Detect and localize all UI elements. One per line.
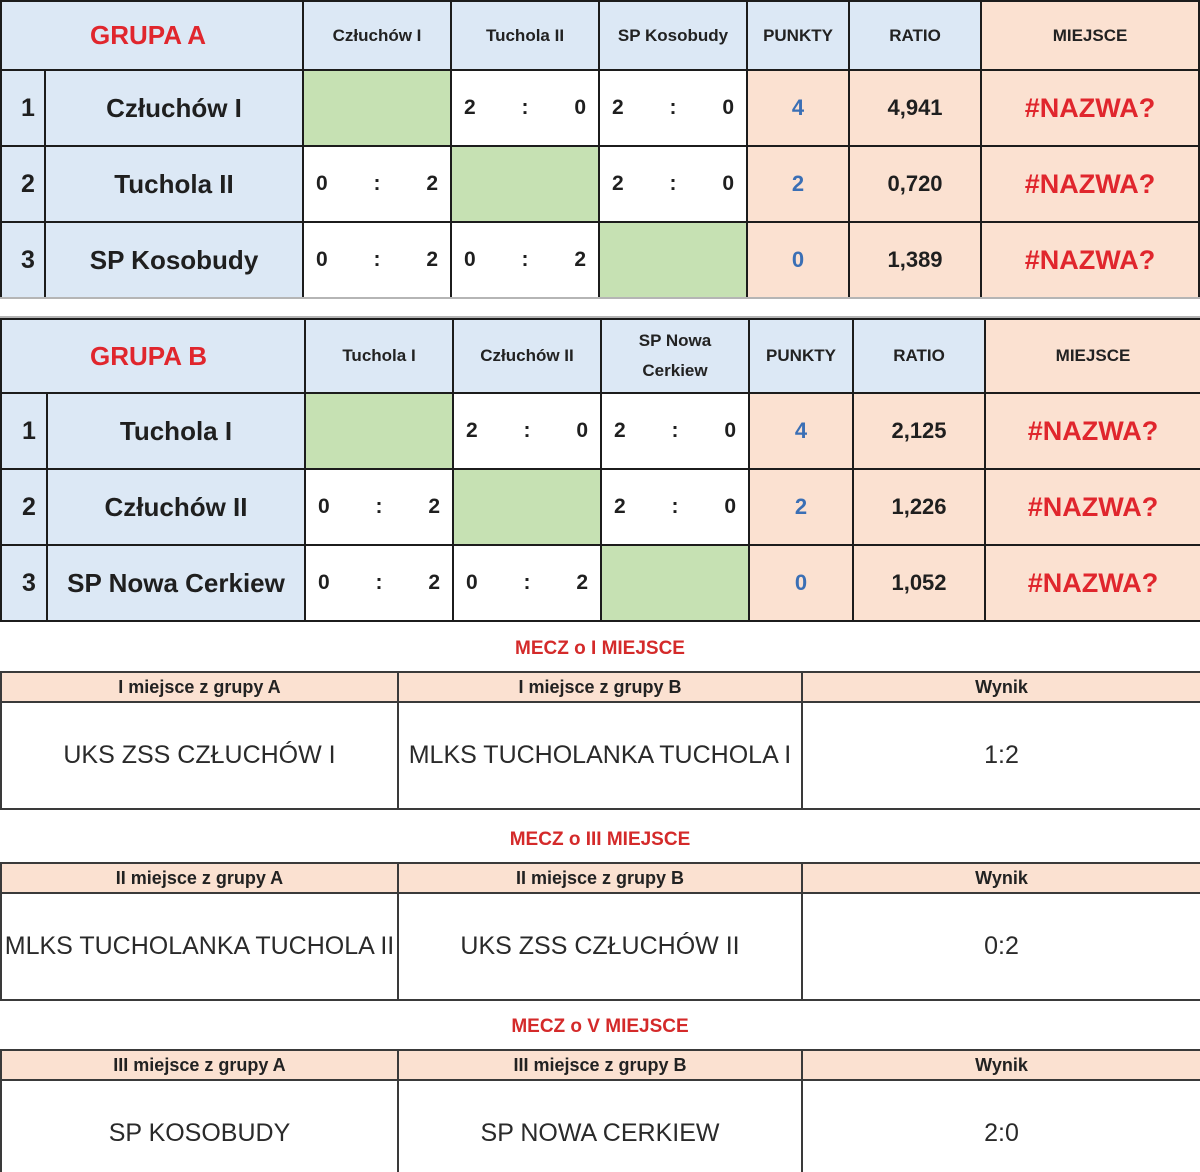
final-col-result: Wynik (802, 1050, 1200, 1080)
score-colon: : (373, 172, 381, 195)
score-away: 0 (574, 96, 587, 119)
final-result-row (1, 893, 1200, 1000)
score-away: 2 (576, 571, 588, 594)
final-title: MECZ o III MIEJSCE (509, 828, 691, 850)
team-name: Tuchola I (47, 393, 305, 469)
group-b-col-3: SP Nowa Cerkiew (601, 319, 749, 393)
score-colon: : (671, 495, 679, 518)
group-a-header-row (1, 1, 1199, 70)
place-value: #NAZWA? (981, 222, 1199, 298)
score-colon: : (373, 248, 381, 271)
score-away: 0 (722, 96, 735, 119)
final-match-3rd-place (0, 817, 1200, 1001)
team-name: Człuchów II (47, 469, 305, 545)
final-result-row (1, 1080, 1200, 1172)
points-value: 2 (747, 146, 849, 222)
score-cell (451, 70, 599, 146)
score-home: 0 (318, 495, 330, 518)
group-a-ratio-header: RATIO (849, 1, 981, 70)
final-team-a: UKS ZSS CZŁUCHÓW I (1, 702, 398, 809)
score-away: 2 (574, 248, 587, 271)
table-row (1, 70, 1199, 146)
score-colon: : (669, 96, 677, 119)
score-home: 2 (464, 96, 476, 119)
points-value: 0 (747, 222, 849, 298)
self-match-cell (303, 70, 451, 146)
group-b-place-header: MIEJSCE (985, 319, 1200, 393)
group-b-col-1: Tuchola I (305, 319, 453, 393)
final-col-b: III miejsce z grupy B (398, 1050, 802, 1080)
self-match-cell (451, 146, 599, 222)
score-home: 0 (316, 172, 328, 195)
final-col-result: Wynik (802, 672, 1200, 702)
group-separator (0, 297, 1200, 318)
place-value: #NAZWA? (985, 469, 1200, 545)
self-match-cell (601, 545, 749, 621)
self-match-cell (599, 222, 747, 298)
final-match-1st-place (0, 626, 1200, 810)
final-header-row (1, 1050, 1200, 1080)
score-cell (599, 146, 747, 222)
group-b-points-header: PUNKTY (749, 319, 853, 393)
final-team-b: UKS ZSS CZŁUCHÓW II (398, 893, 802, 1000)
table-row (1, 222, 1199, 298)
self-match-cell (453, 469, 601, 545)
score-colon: : (671, 419, 679, 442)
score-away: 0 (722, 172, 735, 195)
row-number: 1 (1, 70, 45, 146)
score-cell (601, 393, 749, 469)
table-row (1, 393, 1200, 469)
group-b-header-row (1, 319, 1200, 393)
final-team-a: SP KOSOBUDY (1, 1080, 398, 1172)
final-result: 2:0 (802, 1080, 1200, 1172)
score-colon: : (521, 96, 529, 119)
final-col-a: I miejsce z grupy A (1, 672, 398, 702)
score-cell (303, 222, 451, 298)
final-match-5th-place (0, 1004, 1200, 1172)
score-colon: : (523, 419, 531, 442)
row-number: 2 (1, 469, 47, 545)
final-col-a: III miejsce z grupy A (1, 1050, 398, 1080)
score-cell (599, 70, 747, 146)
team-name: Tuchola II (45, 146, 303, 222)
score-away: 0 (724, 419, 736, 442)
score-away: 2 (426, 248, 439, 271)
points-value: 4 (747, 70, 849, 146)
group-a-place-header: MIEJSCE (981, 1, 1199, 70)
final-title: MECZ o I MIEJSCE (515, 637, 685, 659)
ratio-value: 1,226 (853, 469, 985, 545)
ratio-value: 1,389 (849, 222, 981, 298)
place-value: #NAZWA? (985, 545, 1200, 621)
team-name: SP Nowa Cerkiew (47, 545, 305, 621)
final-team-a: MLKS TUCHOLANKA TUCHOLA II (1, 893, 398, 1000)
score-home: 2 (614, 419, 626, 442)
score-away: 2 (426, 172, 439, 195)
row-number: 1 (1, 393, 47, 469)
score-home: 0 (318, 571, 330, 594)
score-home: 2 (612, 172, 624, 195)
table-row (1, 545, 1200, 621)
score-away: 0 (576, 419, 588, 442)
score-colon: : (521, 248, 529, 271)
group-b-table (0, 318, 1200, 622)
score-cell (453, 393, 601, 469)
group-a-title: GRUPA A (1, 1, 303, 70)
place-value: #NAZWA? (985, 393, 1200, 469)
score-colon: : (523, 571, 531, 594)
score-home: 2 (466, 419, 478, 442)
score-colon: : (375, 571, 383, 594)
place-value: #NAZWA? (981, 146, 1199, 222)
table-row (1, 146, 1199, 222)
group-a-table (0, 0, 1200, 297)
final-result: 0:2 (802, 893, 1200, 1000)
group-b-ratio-header: RATIO (853, 319, 985, 393)
place-value: #NAZWA? (981, 70, 1199, 146)
score-cell (451, 222, 599, 298)
final-col-a: II miejsce z grupy A (1, 863, 398, 893)
final-team-b: MLKS TUCHOLANKA TUCHOLA I (398, 702, 802, 809)
score-cell (305, 545, 453, 621)
group-b-col-2: Człuchów II (453, 319, 601, 393)
row-number: 3 (1, 222, 45, 298)
final-col-result: Wynik (802, 863, 1200, 893)
score-home: 0 (464, 248, 476, 271)
ratio-value: 0,720 (849, 146, 981, 222)
team-name: Człuchów I (45, 70, 303, 146)
points-value: 2 (749, 469, 853, 545)
self-match-cell (305, 393, 453, 469)
score-away: 2 (428, 571, 440, 594)
final-header-row (1, 672, 1200, 702)
row-number: 2 (1, 146, 45, 222)
ratio-value: 2,125 (853, 393, 985, 469)
score-cell (303, 146, 451, 222)
score-colon: : (669, 172, 677, 195)
score-cell (305, 469, 453, 545)
final-result: 1:2 (802, 702, 1200, 809)
ratio-value: 4,941 (849, 70, 981, 146)
group-b-title: GRUPA B (1, 319, 305, 393)
score-cell (601, 469, 749, 545)
group-a-col-2: Tuchola II (451, 1, 599, 70)
group-a-points-header: PUNKTY (747, 1, 849, 70)
points-value: 4 (749, 393, 853, 469)
final-col-b: I miejsce z grupy B (398, 672, 802, 702)
score-home: 2 (612, 96, 624, 119)
score-away: 0 (724, 495, 736, 518)
team-name: SP Kosobudy (45, 222, 303, 298)
score-home: 0 (316, 248, 328, 271)
final-title: MECZ o V MIEJSCE (511, 1015, 689, 1037)
final-team-b: SP NOWA CERKIEW (398, 1080, 802, 1172)
row-number: 3 (1, 545, 47, 621)
group-a-col-3: SP Kosobudy (599, 1, 747, 70)
final-result-row (1, 702, 1200, 809)
score-away: 2 (428, 495, 440, 518)
score-colon: : (375, 495, 383, 518)
group-a-col-1: Człuchów I (303, 1, 451, 70)
points-value: 0 (749, 545, 853, 621)
table-row (1, 469, 1200, 545)
score-home: 2 (614, 495, 626, 518)
score-home: 0 (466, 571, 478, 594)
final-header-row (1, 863, 1200, 893)
score-cell (453, 545, 601, 621)
ratio-value: 1,052 (853, 545, 985, 621)
final-col-b: II miejsce z grupy B (398, 863, 802, 893)
